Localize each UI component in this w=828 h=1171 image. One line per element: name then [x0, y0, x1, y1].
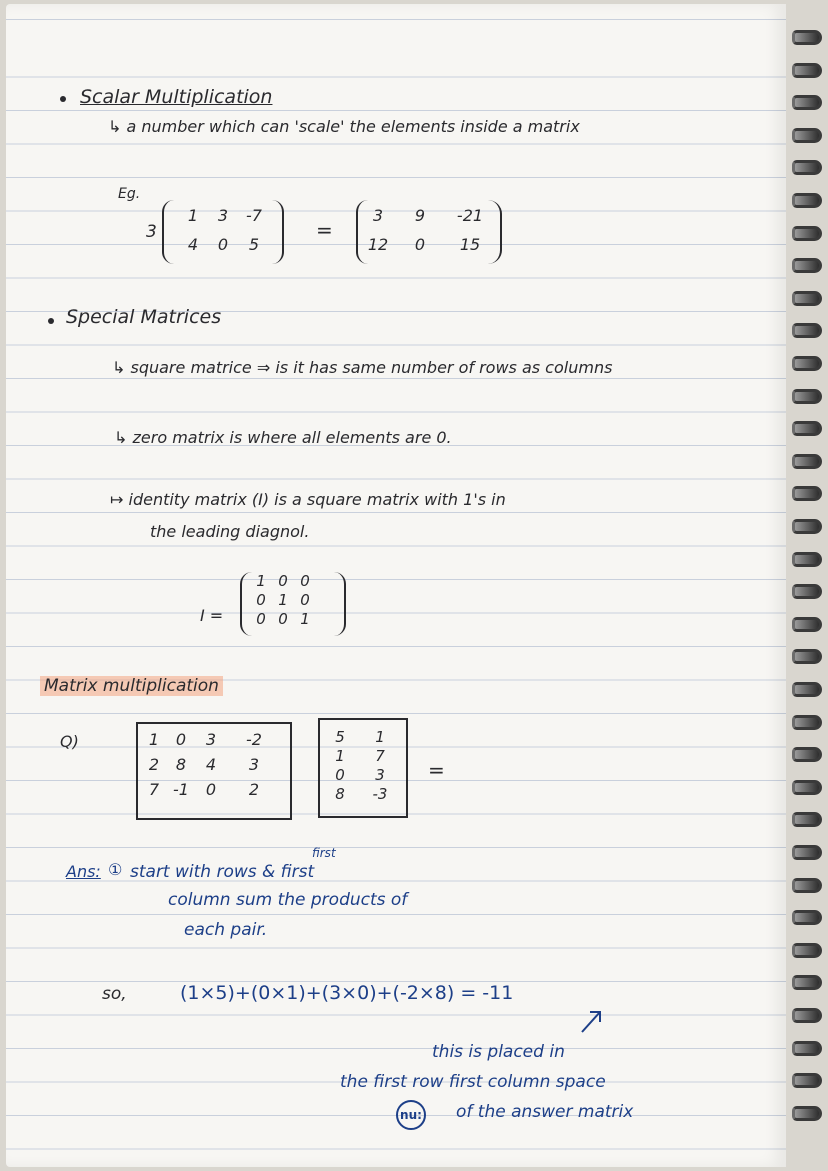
answer-line3: each pair. — [184, 920, 268, 940]
answer-insert: first — [312, 846, 336, 860]
matrix-cell: 1 — [278, 591, 288, 609]
matrix-cell: -3 — [372, 785, 388, 803]
matrix-cell: 4 — [187, 235, 199, 254]
note-line3: of the answer matrix — [456, 1102, 634, 1122]
matrix-cell: 0 — [278, 610, 288, 628]
matrix-cell: 8 — [175, 755, 187, 774]
matrix-cell: 7 — [148, 780, 160, 799]
spiral-ring — [792, 845, 822, 860]
matrix-cell: 3 — [217, 206, 229, 225]
spiral-ring — [792, 649, 822, 664]
equals-sign: = — [316, 218, 333, 242]
spiral-ring — [792, 226, 822, 241]
matrix-cell: 0 — [300, 572, 310, 590]
so-label: so, — [102, 984, 127, 1004]
matrix-cell: -7 — [246, 206, 262, 225]
matrix-cell: 1 — [375, 728, 385, 746]
matrix-cell: 0 — [256, 610, 266, 628]
left-paren — [162, 200, 174, 264]
spiral-ring — [792, 1073, 822, 1088]
right-paren — [334, 572, 346, 636]
matrix-cell: 5 — [248, 235, 260, 254]
matrix-cell: 1 — [256, 572, 266, 590]
spiral-ring — [792, 780, 822, 795]
multiplication-heading — [40, 676, 223, 696]
matrix-cell: 1 — [335, 747, 345, 765]
matrix-cell: 0 — [217, 235, 229, 254]
identity-label: I = — [200, 606, 224, 625]
right-paren — [272, 200, 284, 264]
spiral-ring — [792, 258, 822, 273]
equals-sign: = — [428, 758, 445, 782]
spiral-ring — [792, 63, 822, 78]
spiral-ring — [792, 975, 822, 990]
multiplication-heading-text: Matrix multiplication — [40, 676, 223, 696]
spiral-ring — [792, 1041, 822, 1056]
scalar-left-matrix — [178, 206, 270, 254]
matrix-cell: 0 — [300, 591, 310, 609]
scalar-definition: ↳ a number which can 'scale' the elements inside a matrix — [108, 117, 580, 136]
spiral-ring — [792, 128, 822, 143]
matrix-cell: -1 — [173, 780, 189, 799]
answer-label: Ans: — [66, 862, 101, 881]
matrix-cell: 0 — [175, 730, 187, 749]
identity-matrix — [250, 572, 316, 628]
matrix-cell: 0 — [278, 572, 288, 590]
answer-line1: start with rows & first — [130, 862, 315, 882]
scalar-value: 3 — [146, 222, 157, 242]
step-marker: ① — [108, 860, 123, 879]
spiral-ring — [792, 617, 822, 632]
spiral-ring — [792, 715, 822, 730]
spiral-ring — [792, 30, 822, 45]
spiral-ring — [792, 356, 822, 371]
matrix-cell: 0 — [256, 591, 266, 609]
matrix-cell: -21 — [456, 206, 484, 225]
matrix-cell: 3 — [205, 730, 217, 749]
spiral-ring — [792, 878, 822, 893]
matrix-cell: 0 — [335, 766, 345, 784]
zero-matrix-note: ↳ zero matrix is where all elements are 0. — [114, 428, 452, 447]
spiral-ring — [792, 389, 822, 404]
matrix-cell: 1 — [300, 610, 310, 628]
matrix-cell: 12 — [367, 235, 389, 254]
matrix-b — [322, 728, 402, 804]
spiral-ring — [792, 160, 822, 175]
spiral-ring — [792, 421, 822, 436]
note-line2: the first row first column space — [340, 1072, 606, 1092]
matrix-cell: 7 — [375, 747, 385, 765]
right-paren — [488, 200, 502, 264]
spiral-ring — [792, 747, 822, 762]
matrix-cell: 8 — [335, 785, 345, 803]
spiral-ring — [792, 1106, 822, 1121]
spiral-ring — [792, 519, 822, 534]
matrix-a — [142, 730, 282, 799]
special-heading: Special Matrices — [66, 306, 222, 328]
scalar-heading: Scalar Multiplication — [80, 86, 273, 108]
spiral-ring — [792, 584, 822, 599]
worked-equation: (1×5)+(0×1)+(3×0)+(-2×8) = -11 — [180, 982, 514, 1004]
spiral-ring — [792, 812, 822, 827]
spiral-ring — [792, 552, 822, 567]
spiral-ring — [792, 323, 822, 338]
matrix-cell: 2 — [148, 755, 160, 774]
spiral-ring — [792, 454, 822, 469]
matrix-cell: 4 — [205, 755, 217, 774]
matrix-cell: 0 — [414, 235, 426, 254]
matrix-cell: 1 — [187, 206, 199, 225]
matrix-cell: 15 — [459, 235, 481, 254]
spiral-ring — [792, 1008, 822, 1023]
spiral-ring — [792, 910, 822, 925]
note-line1: this is placed in — [432, 1042, 565, 1062]
matrix-cell: 0 — [205, 780, 217, 799]
square-matrix-note: ↳ square matrice ⇒ is it has same number of rows as columns — [112, 358, 613, 377]
matrix-cell: 3 — [375, 766, 385, 784]
matrix-cell: 5 — [335, 728, 345, 746]
pointer-arrow — [578, 1006, 608, 1036]
bullet — [60, 96, 66, 102]
matrix-cell: 1 — [148, 730, 160, 749]
matrix-cell: 3 — [248, 755, 260, 774]
matrix-cell: -2 — [246, 730, 262, 749]
spiral-ring — [792, 943, 822, 958]
identity-note-line1: ↦ identity matrix (I) is a square matrix with 1's in — [110, 490, 506, 509]
spiral-ring — [792, 291, 822, 306]
identity-note-line2: the leading diagnol. — [150, 522, 310, 541]
matrix-cell: 9 — [414, 206, 426, 225]
spiral-ring — [792, 682, 822, 697]
brand-logo: nu: — [396, 1100, 426, 1130]
matrix-cell: 2 — [248, 780, 260, 799]
spiral-ring — [792, 486, 822, 501]
matrix-cell: 3 — [372, 206, 384, 225]
spiral-ring — [792, 95, 822, 110]
scalar-result-matrix — [364, 206, 492, 254]
answer-line2: column sum the products of — [168, 890, 408, 910]
spiral-binding — [782, 30, 828, 1150]
bullet — [48, 318, 54, 324]
spiral-ring — [792, 193, 822, 208]
question-label: Q) — [60, 732, 79, 751]
eg-label: Eg. — [118, 186, 141, 202]
